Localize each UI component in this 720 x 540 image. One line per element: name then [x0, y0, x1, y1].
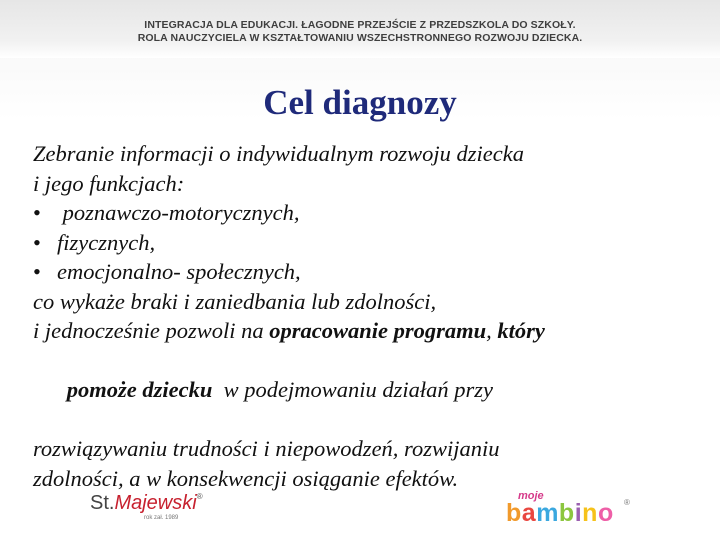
bullet-item	[33, 228, 693, 258]
text-line	[33, 316, 693, 346]
emphasis-text: który	[497, 318, 545, 343]
logo-letter: o	[597, 499, 614, 527]
bullet-icon: •	[33, 200, 41, 225]
text-line: co wykaże braki i zaniedbania lub zdolności,	[33, 288, 437, 314]
logo-letter: m	[536, 499, 559, 527]
logo-prefix: St.	[90, 492, 115, 514]
bullet-item	[33, 198, 693, 228]
text-span: ,	[486, 318, 498, 343]
bullet-item	[33, 257, 693, 287]
header-banner	[0, 0, 720, 58]
bullet-text: poznawczo-motorycznych,	[57, 200, 300, 225]
content-text	[33, 139, 693, 493]
logo-letter: n	[582, 499, 598, 527]
logo-letter: a	[521, 499, 537, 527]
logo-subtitle: rok zał. 1989	[144, 515, 179, 521]
intro-line-1: Zebranie informacji o indywidualnym rozwoju dziecka	[33, 141, 525, 166]
logo-wordmark	[506, 499, 614, 528]
st-majewski-logo	[90, 488, 210, 526]
emphasis-text: opracowanie programu	[269, 318, 487, 343]
text-line: rozwiązywaniu trudności i niepowodzeń, rozwijaniu	[33, 436, 500, 461]
header-line-2: ROLA NAUCZYCIELA W KSZTAŁTOWANIU WSZECHSTRONNEGO ROZWOJU DZIECKA.	[137, 32, 583, 44]
text-span: i jednocześnie pozwoli na	[33, 318, 270, 343]
bullet-icon: •	[33, 229, 41, 255]
text-line	[33, 346, 693, 435]
logo-reg: ®	[624, 498, 630, 507]
slide-title: Cel diagnozy	[263, 83, 457, 122]
logo-letter: b	[506, 499, 522, 527]
logo-letter: i	[574, 499, 583, 527]
bullet-text: emocjonalno- społecznych,	[57, 259, 301, 284]
logo-name: Majewski	[114, 492, 197, 514]
bullet-icon: •	[33, 259, 41, 284]
emphasis-text: pomoże dziecku	[66, 377, 213, 402]
logo-wordmark	[90, 492, 203, 515]
text-line: zdolności, a w konsekwencji osiąganie efektów.	[33, 465, 459, 491]
header-line-1: INTEGRACJA DLA EDUKACJI. ŁAGODNE PRZEJŚCIE Z PRZEDSZKOLA DO SZKOŁY.	[144, 19, 576, 31]
bullet-text: fizycznych,	[57, 229, 156, 255]
logo-small-text: moje	[518, 490, 544, 502]
moje-bambino-logo	[500, 490, 640, 527]
logo-reg: ®	[196, 492, 203, 501]
intro-line-2: i jego funkcjach:	[33, 170, 185, 196]
text-span: w podejmowaniu działań przy	[212, 377, 494, 402]
logo-letter: b	[558, 499, 575, 527]
